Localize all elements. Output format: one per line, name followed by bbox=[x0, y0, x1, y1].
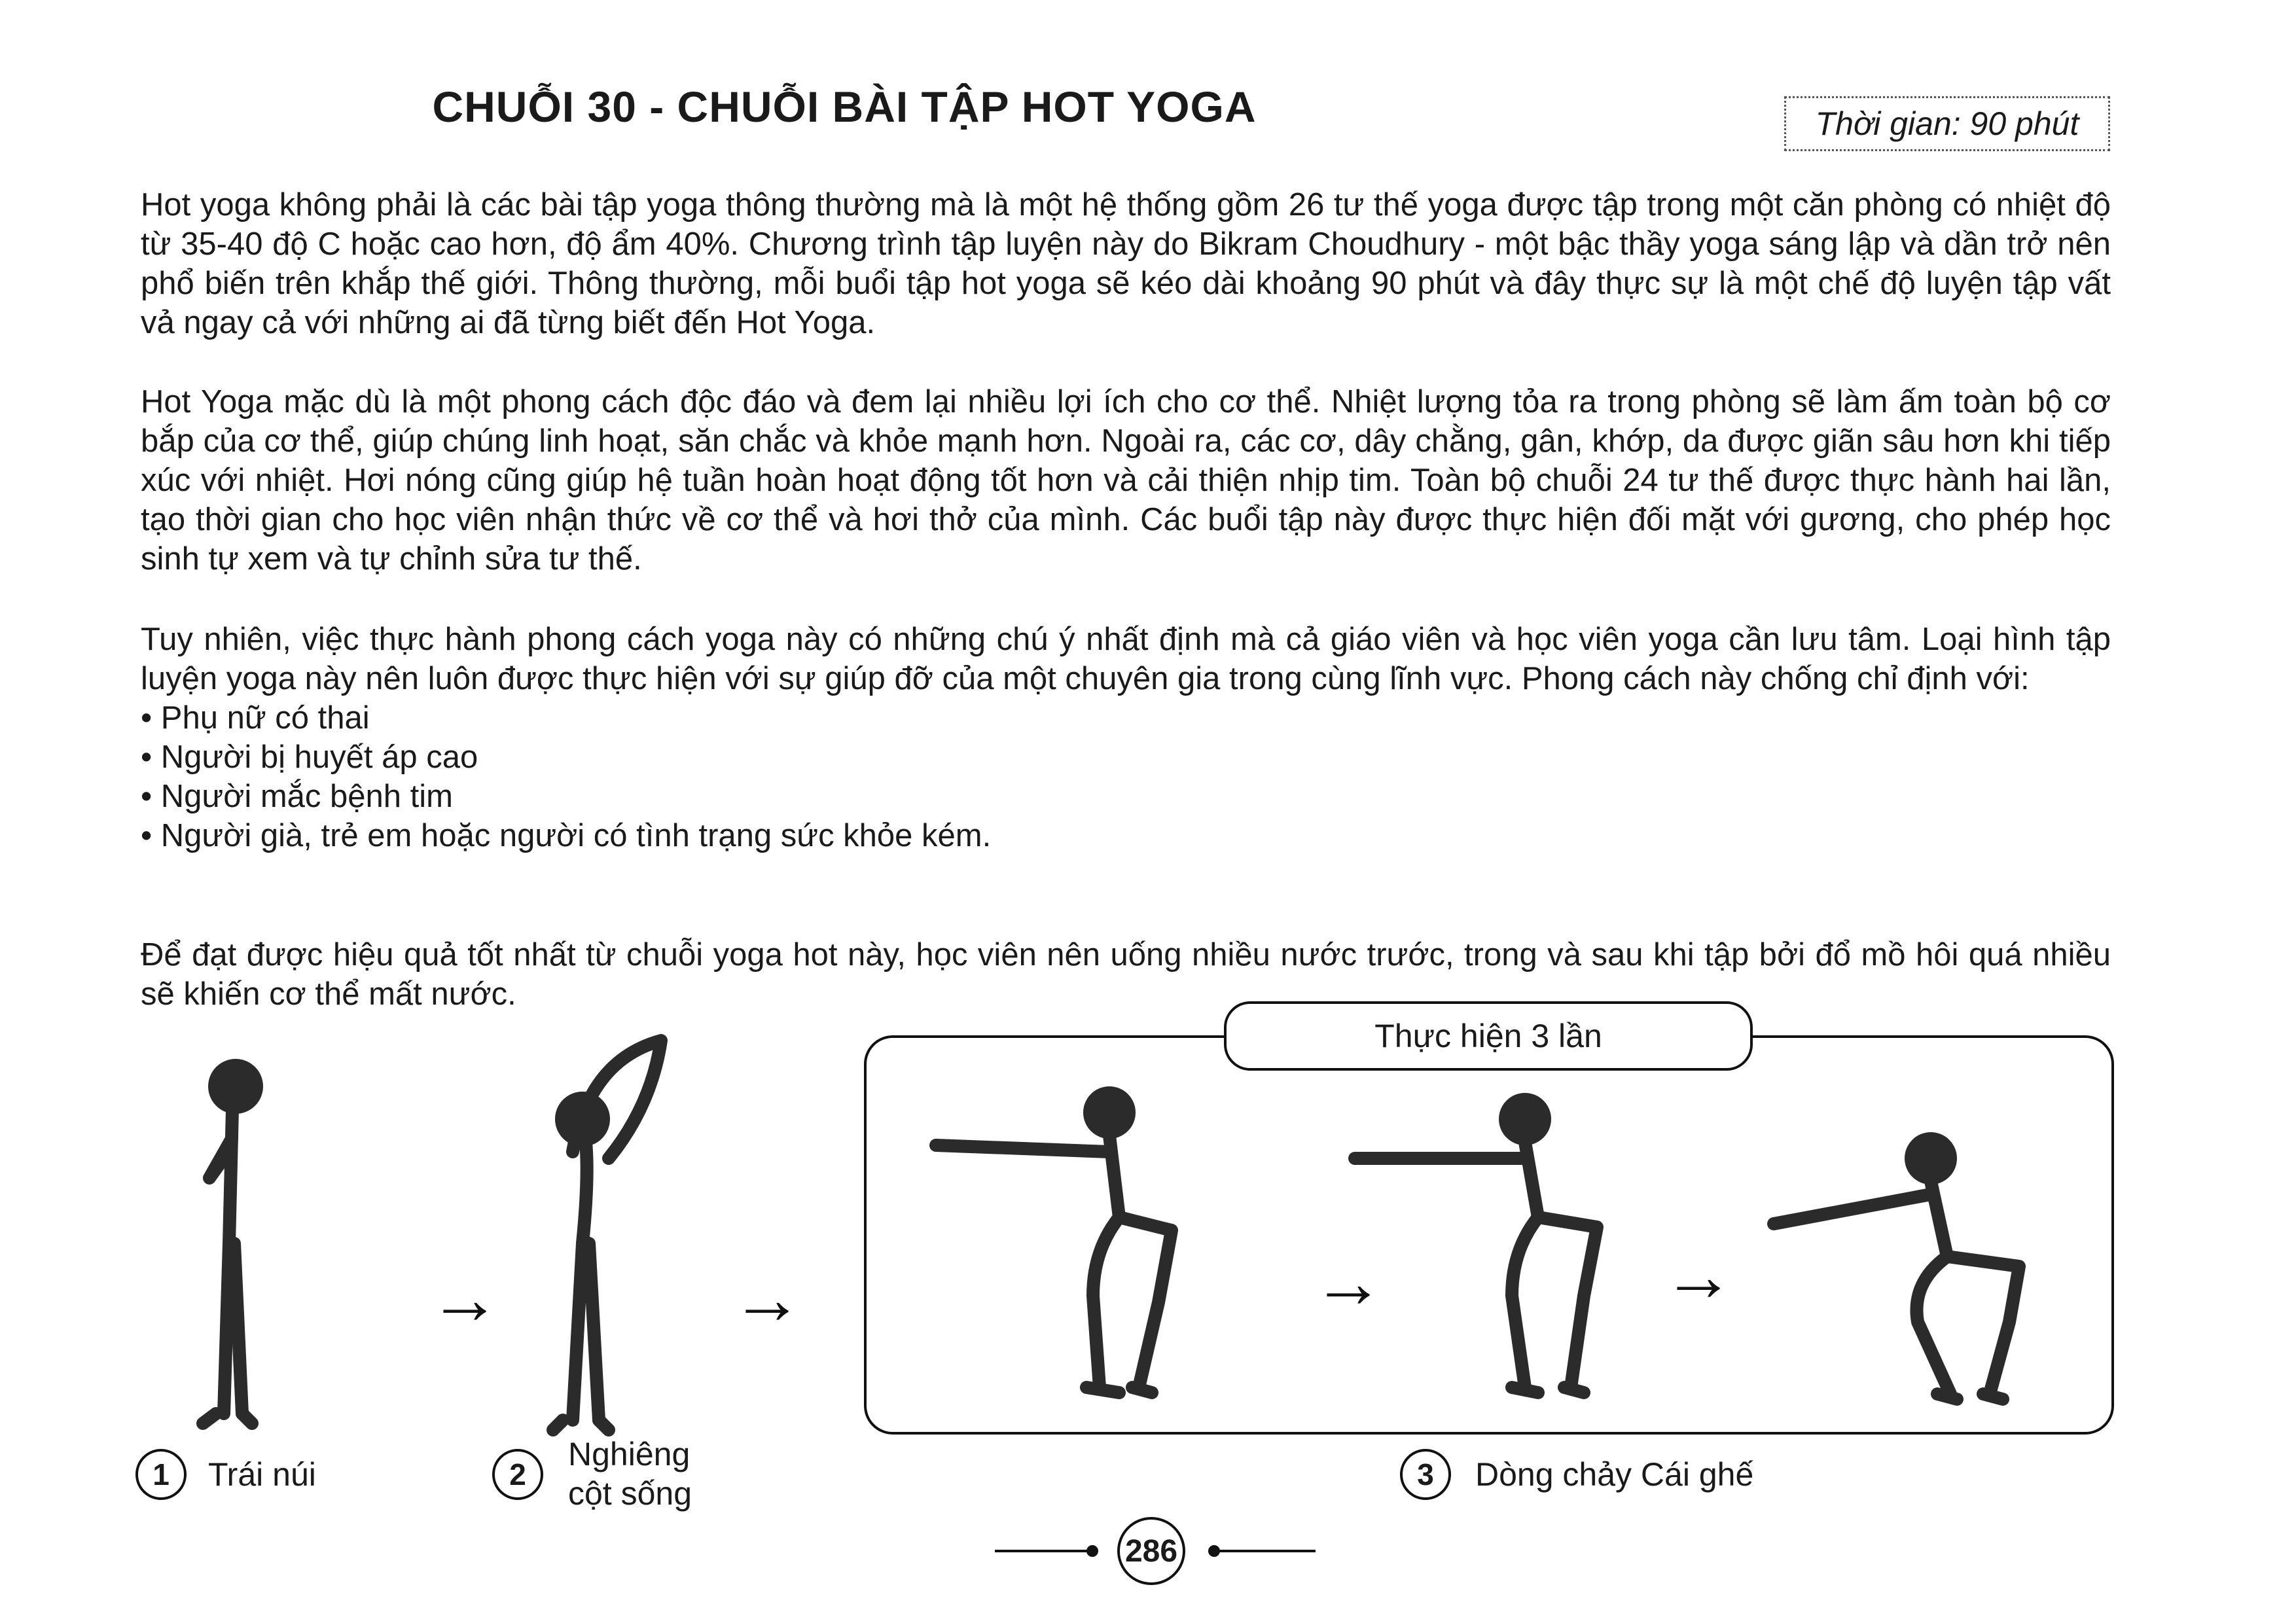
intro-paragraph bbox=[141, 185, 2111, 342]
arrow-right-icon: → bbox=[429, 1258, 501, 1339]
arrow-right-icon: → bbox=[1662, 1236, 1734, 1316]
list-item: • Phụ nữ có thai bbox=[141, 698, 2111, 738]
hydration-paragraph bbox=[141, 935, 2111, 1014]
list-item: • Người già, trẻ em hoặc người có tình trạng sức khỏe kém. bbox=[141, 816, 2111, 855]
pose-name bbox=[568, 1435, 692, 1513]
chair-pose-figure-3 bbox=[1761, 1126, 2049, 1420]
page-rule-right bbox=[1214, 1550, 1316, 1552]
pose-number-badge: 1 bbox=[135, 1449, 187, 1500]
page-title: CHUỖI 30 - CHUỖI BÀI TẬP HOT YOGA bbox=[432, 82, 1257, 131]
duration-box: Thời gian: 90 phút bbox=[1784, 96, 2110, 151]
paragraph-2: Hot Yoga mặc dù là một phong cách độc đáo và đem lại nhiều lợi ích cho cơ thể. Nhiệt lượng tỏa ra trong phòng sẽ làm ấm toàn bộ cơ bắp của cơ thể, giúp chúng linh hoạt, săn chắc và khỏe mạnh hơn. Ngoài ra, các cơ, dây chằng, gân, khớp, da được giãn sâu hơn khi tiếp xúc với nhiệt. Hơi nóng cũng giúp hệ tuần hoàn hoạt động tốt hơn và cải thiện nhịp tim. Toàn bộ chuỗi 24 tư thế được thực hành hai lần, tạo thời gian cho học viên nhận thức về cơ thể và hơi thở của mình. Các buổi tập này được thực hiện đối mặt với gương, cho phép học sinh tự xem và tự chỉnh sửa tư thế. bbox=[141, 384, 2111, 577]
pose-number-badge: 3 bbox=[1400, 1449, 1451, 1500]
paragraph-3: Tuy nhiên, việc thực hành phong cách yoga này có những chú ý nhất định mà cả giáo viên và học viên yoga cần lưu tâm. Loại hình tập luyện yoga này nên luôn được thực hiện với sự giúp đỡ của một chuyên gia trong cùng lĩnh vực. Phong cách này chống chỉ định với: bbox=[141, 622, 2111, 696]
list-item: • Người mắc bệnh tim bbox=[141, 777, 2111, 816]
page-rule-dot bbox=[1086, 1545, 1098, 1557]
benefits-paragraph bbox=[141, 382, 2111, 579]
repeat-label: Thực hiện 3 lần bbox=[1224, 1001, 1753, 1071]
arrow-right-icon: → bbox=[731, 1258, 803, 1339]
pose-number-badge: 2 bbox=[492, 1449, 543, 1500]
pose-name: Trái núi bbox=[208, 1456, 316, 1493]
paragraph-1: Hot yoga không phải là các bài tập yoga thông thường mà là một hệ thống gồm 26 tư thế yoga được tập trong một căn phòng có nhiệt độ từ 35-40 độ C hoặc cao hơn, độ ẩm 40%. Chương trình tập luyện này do Bikram Choudhury - một bậc thầy yoga sáng lập và dần trở nên phổ biến trên khắp thế giới. Thông thường, mỗi buổi tập hot yoga sẽ kéo dài khoảng 90 phút và đây thực sự là một chế độ luyện tập vất vả ngay cả với những ai đã từng biết đến Hot Yoga. bbox=[141, 187, 2111, 340]
contraindications-section bbox=[141, 620, 2111, 855]
page-number: 286 bbox=[1117, 1517, 1185, 1585]
side-bend-pose-figure bbox=[511, 1027, 681, 1446]
list-item: • Người bị huyết áp cao bbox=[141, 738, 2111, 777]
arrow-right-icon: → bbox=[1312, 1242, 1384, 1323]
chair-pose-figure-2 bbox=[1342, 1086, 1623, 1420]
contraindication-list bbox=[141, 698, 2111, 855]
pose-name-line: Nghiêng bbox=[568, 1436, 691, 1472]
pose-name: Dòng chảy Cái ghế bbox=[1475, 1456, 1754, 1493]
paragraph-4: Để đạt được hiệu quả tốt nhất từ chuỗi yoga hot này, học viên nên uống nhiều nước trước, trong và sau khi tập bởi đổ mồ hôi quá nhiều sẽ khiến cơ thể mất nước. bbox=[141, 937, 2111, 1012]
mountain-pose-figure bbox=[164, 1047, 295, 1440]
page-rule-left bbox=[995, 1550, 1093, 1552]
pose-name-line: cột sống bbox=[568, 1475, 692, 1512]
chair-pose-figure-1 bbox=[923, 1080, 1198, 1420]
